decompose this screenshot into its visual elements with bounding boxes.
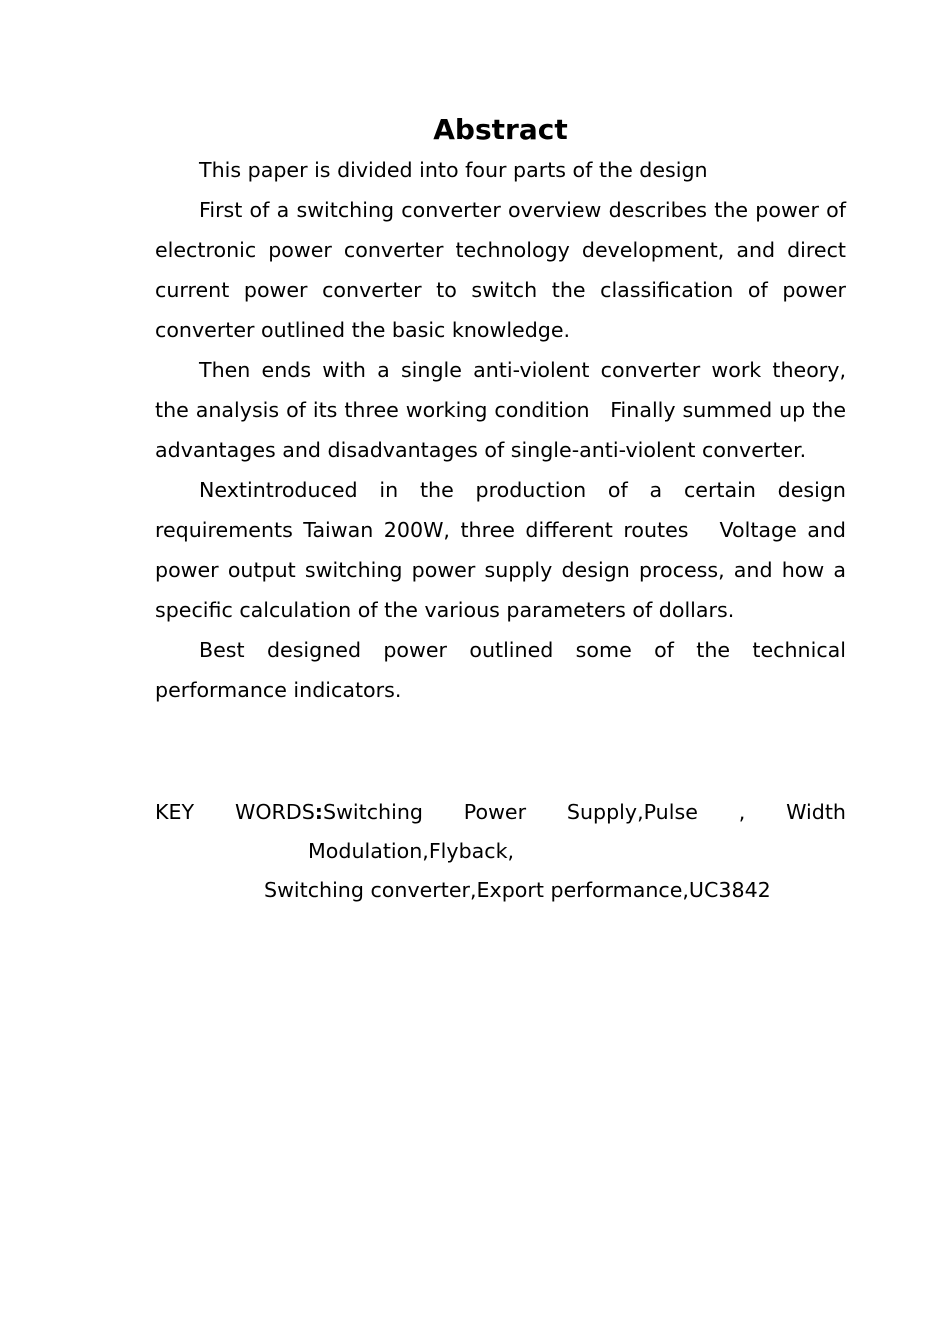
- abstract-title-text: Abstract: [433, 113, 568, 146]
- keywords-line-1: [155, 792, 846, 832]
- keyword-term: Supply,Pulse: [566, 800, 698, 824]
- keywords-line-2: Modulation,Flyback,: [308, 839, 515, 863]
- abstract-paragraph-3: Then ends with a single anti-violent converter work theory, the analysis of its three working condition Finally summed up the advantages and disadvantages of single-anti-violent converter.: [155, 358, 846, 462]
- keywords-label-key: KEY: [155, 800, 195, 824]
- keyword-term: Width: [786, 800, 846, 824]
- abstract-paragraph-4: Nextintroduced in the production of a certain design requirements Taiwan 200W, three different routes Voltage and power output switching power supply design process, and how a specific calculation of the various parameters of dollars.: [155, 478, 846, 622]
- keywords-line-3: Switching converter,Export performance,UC3842: [264, 878, 771, 902]
- keyword-separator: ,: [738, 800, 746, 824]
- abstract-paragraph-1: This paper is divided into four parts of the design: [199, 158, 708, 182]
- keywords-label-words: WORDS:Switching: [234, 800, 423, 824]
- keywords-section: [155, 792, 846, 910]
- keyword-term: Power: [463, 800, 527, 824]
- abstract-title: [155, 112, 846, 148]
- abstract-body: [155, 150, 846, 710]
- abstract-paragraph-5: Best designed power outlined some of the technical performance indicators.: [155, 638, 846, 702]
- abstract-paragraph-2: First of a switching converter overview describes the power of electronic power converter technology development, and direct current power converter to switch the classification of power converter outlined the basic knowledge.: [155, 198, 846, 342]
